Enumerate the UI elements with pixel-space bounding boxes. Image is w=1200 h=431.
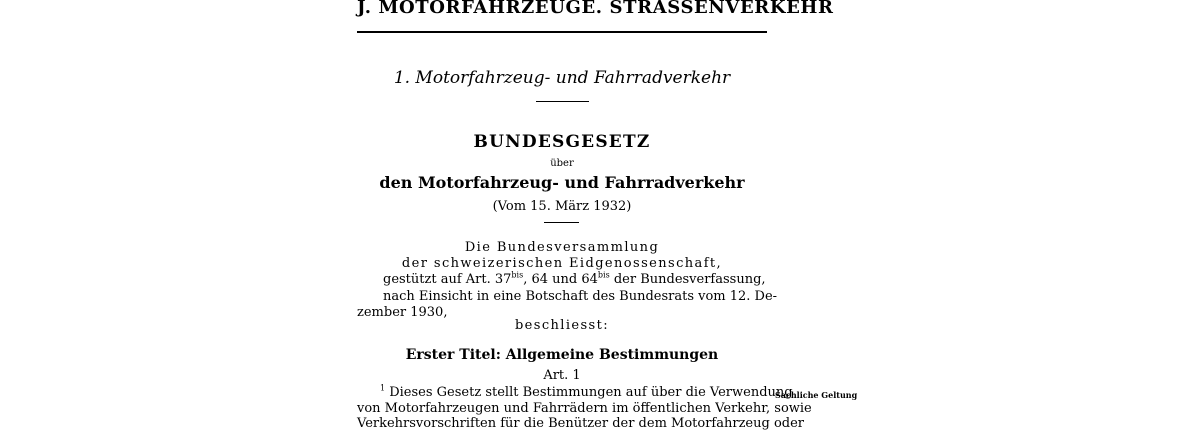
body-line-1-text: Dieses Gesetz stellt Bestimmungen auf über die Verwendung [385,385,793,400]
assembly-line-2: der schweizerischen Eidgenossenschaft, [401,256,723,271]
preamble-resolves: beschliesst: [514,318,610,333]
preamble-basis [383,272,766,287]
basis-text-mid: , 64 und 64 [523,272,598,287]
body-line-1 [380,385,793,400]
subtitle-divider [536,101,589,102]
margin-note: Sachliche Geltung [775,390,858,400]
assembly-line-1: Die Bundesversammlung [464,240,660,255]
basis-superscript-1: bis [511,270,524,280]
law-ueber: über [550,158,574,169]
law-divider [544,222,579,223]
paragraph-number: 1 [380,383,386,393]
law-date: (Vom 15. März 1932) [492,199,632,214]
basis-superscript-2: bis [597,270,610,280]
body-line-2: von Motorfahrzeugen und Fahrrädern im öffentlichen Verkehr, sowie [357,401,812,416]
running-head: J. MOTORFAHRZEUGE. STRASSENVERKEHR [357,0,834,18]
body-line-3: Verkehrsvorschriften für die Benützer der dem Motorfahrzeug oder [357,416,805,431]
preamble-insight-line-1: nach Einsicht in eine Botschaft des Bundesrats vom 12. De- [383,289,778,304]
basis-text-post: der Bundesverfassung, [609,272,766,287]
chapter-subtitle: 1. Motorfahrzeug- und Fahrradverkehr [393,68,731,88]
preamble-insight-line-2: zember 1930, [357,305,448,320]
basis-text-pre: gestützt auf Art. 37 [383,272,512,287]
header-rule [357,31,767,33]
law-type-heading: BUNDESGESETZ [473,132,651,152]
section-title: Erster Titel: Allgemeine Bestimmungen [405,347,719,363]
law-name: den Motorfahrzeug- und Fahrradverkehr [379,173,745,192]
article-number: Art. 1 [543,368,581,383]
